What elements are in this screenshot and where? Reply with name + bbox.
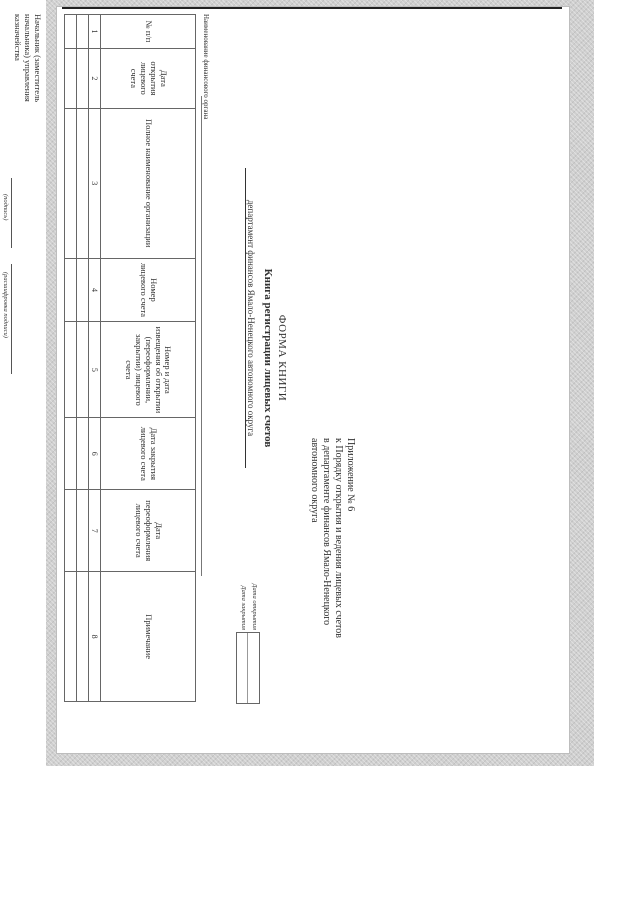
table-cell <box>64 490 76 572</box>
table-cell <box>76 15 88 49</box>
table-cell <box>64 418 76 490</box>
appendix-line: к Порядку открытия и ведения лицевых счетов <box>333 438 344 639</box>
table-header-row <box>101 15 196 702</box>
head-signature-caption: (подпись) <box>2 194 9 221</box>
form-title: ФОРМА КНИГИ <box>276 314 288 402</box>
table-cell <box>76 572 88 702</box>
column-number: 2 <box>88 48 100 108</box>
table-cell <box>64 322 76 418</box>
header-cell: Полное наименование организации <box>101 108 196 258</box>
head-label-line: начальника) управления <box>23 14 34 102</box>
column-number: 5 <box>88 322 100 418</box>
codes-box-row <box>247 633 259 703</box>
column-number: 6 <box>88 418 100 490</box>
codes-box <box>236 632 260 704</box>
rotated-form <box>0 8 360 708</box>
table-cell <box>76 322 88 418</box>
column-number: 8 <box>88 572 100 702</box>
table-number-row <box>88 15 100 702</box>
table-cell <box>76 108 88 258</box>
appendix-line: в департаменте финансов Ямало-Ненецкого <box>321 438 332 626</box>
table-cell <box>64 48 76 108</box>
financial-organ-label: Наименование финансового органа <box>202 14 210 120</box>
header-cell: № п/п <box>101 15 196 49</box>
appendix-line: автономного округа <box>309 438 320 523</box>
header-cell: Дата открытия лицевого счета <box>101 48 196 108</box>
head-label-line: Начальник (заместитель <box>33 14 43 103</box>
open-date-label: Дата открытия <box>251 583 258 630</box>
appendix-line: Приложение № 6 <box>345 438 356 512</box>
registry-table <box>64 14 196 702</box>
appendix-block <box>308 438 356 688</box>
department-name: департамент финансов Ямало-Ненецкого автономного округа <box>245 168 256 468</box>
table-row <box>76 15 88 702</box>
head-decode-line <box>11 264 12 374</box>
table-cell <box>64 108 76 258</box>
header-cell: Примечание <box>101 572 196 702</box>
header-cell: Номер лицевого счета <box>101 258 196 322</box>
head-signature-line <box>11 178 12 248</box>
table-cell <box>64 258 76 322</box>
table-cell <box>76 490 88 572</box>
column-number: 1 <box>88 15 100 49</box>
header-cell: Дата закрытия лицевого счета <box>101 418 196 490</box>
table-cell <box>64 572 76 702</box>
header-cell: Номер и дата извещения об открытии (переоформлении, закрытии) лицевого счета <box>101 322 196 418</box>
table-cell <box>76 418 88 490</box>
head-decode-caption: (расшифровка подписи) <box>2 272 9 338</box>
code-labels <box>238 583 260 630</box>
head-label-line: казначейства <box>13 14 24 61</box>
table-cell <box>76 48 88 108</box>
head-signatory-label <box>13 14 42 102</box>
close-date-label: Дата закрытия <box>240 585 247 630</box>
table-cell <box>76 258 88 322</box>
book-title: Книга регистрации лицевых счетов <box>262 268 274 448</box>
header-cell: Дата переоформления лицевого счета <box>101 490 196 572</box>
table-row <box>64 15 76 702</box>
column-number: 4 <box>88 258 100 322</box>
financial-organ-rule <box>201 96 202 576</box>
table-cell <box>64 15 76 49</box>
column-number: 7 <box>88 490 100 572</box>
column-number: 3 <box>88 108 100 258</box>
